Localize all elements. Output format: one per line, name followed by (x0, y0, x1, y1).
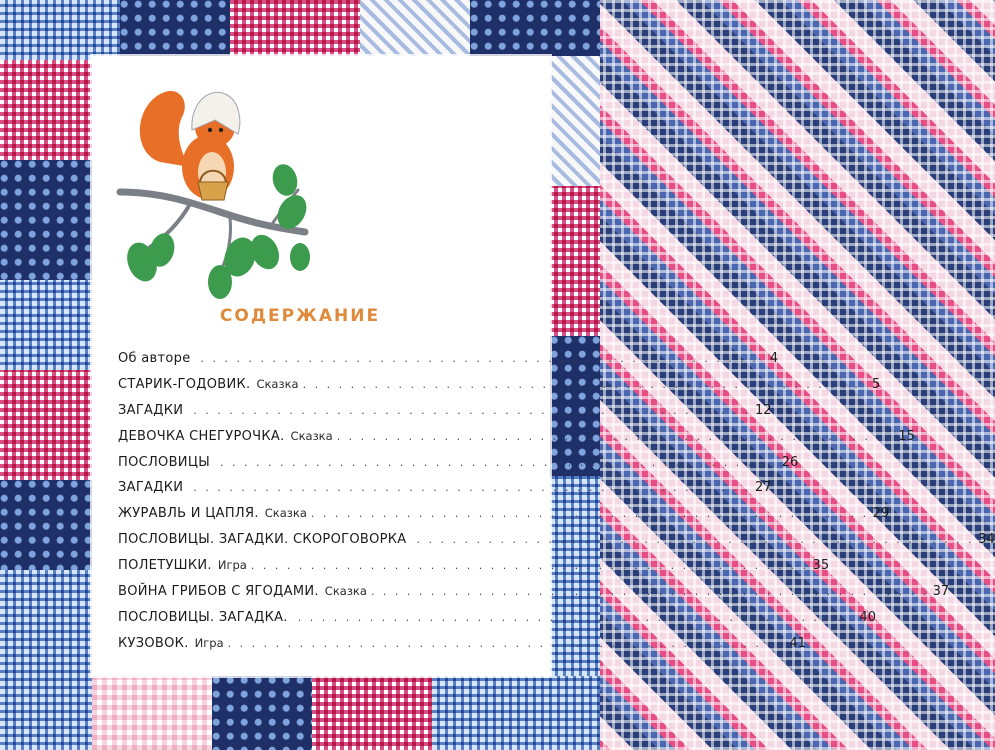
dot-leader: . . . . . . . . . . . . . . . . . . . . . . . . . . . . . . . . . . . . . . . . . . . . . . . (220, 455, 778, 469)
dot-leader: . . . . . . . . . . . . . . . . . . . . . . . . . . . . . . . . . . . . . . . . . . . . . . . (336, 429, 895, 443)
toc-entry-title: КУЗОВОК. (118, 635, 189, 651)
toc-entry-title: ПОСЛОВИЦЫ. ЗАГАДКИ. СКОРОГОВОРКА (118, 532, 407, 548)
toc-entry-page: 15 (898, 428, 915, 444)
toc-entry-page: 12 (754, 402, 772, 418)
toc-entry[interactable] (118, 579, 950, 605)
toc-entry-genre: Сказка (256, 376, 299, 391)
toc-entry[interactable] (118, 450, 799, 476)
dot-leader: . . . . . . . . . . . . . . . . . . . . . . . . . . . . . . . . . . . . . . . . . . . . . . . (310, 507, 869, 521)
toc-entry-title: ДЕВОЧКА СНЕГУРОЧКА. (118, 428, 285, 444)
dot-leader: . . . . . . . . . . . . . . . . . . . . . . . . . . . . . . . . . . . . . . . . . . . . . . . (193, 481, 751, 495)
table-of-contents (118, 346, 995, 657)
quilt-patch (120, 0, 230, 56)
toc-entry-page: 34 (978, 532, 995, 548)
quilt-patch (230, 0, 360, 56)
toc-entry-page: 26 (781, 454, 799, 470)
toc-entry-page: 37 (932, 584, 950, 600)
toc-entry[interactable] (118, 605, 876, 631)
toc-entry-genre: Игра (217, 558, 247, 573)
toc-entry-page: 35 (812, 558, 830, 574)
quilt-patch (0, 570, 92, 750)
toc-entry-page: 40 (859, 609, 876, 625)
toc-entry-genre: Сказка (290, 428, 333, 443)
toc-heading: СОДЕРЖАНИЕ (219, 306, 381, 326)
toc-entry-page: 41 (789, 635, 806, 651)
quilt-patch (92, 676, 212, 750)
quilt-patch (360, 0, 470, 56)
quilt-patch (432, 676, 600, 750)
toc-entry[interactable] (118, 527, 995, 553)
toc-entry-page: 5 (872, 376, 881, 392)
toc-entry-title: ВОЙНА ГРИБОВ С ЯГОДАМИ. (118, 584, 319, 600)
dot-leader: . . . . . . . . . . . . . . . . . . . . . . . . . . . . . . . . . . . . . . . . . . . . . . . (250, 559, 809, 573)
toc-entry[interactable] (118, 398, 772, 424)
quilt-patch (212, 676, 312, 750)
toc-entry-title: ЗАГАДКИ (118, 480, 184, 496)
toc-entry-genre: Игра (194, 635, 224, 650)
toc-entry-page: 29 (872, 506, 890, 522)
toc-entry-title: ЗАГАДКИ (118, 402, 184, 418)
quilt-patch (0, 60, 92, 160)
dot-leader: . . . . . . . . . . . . . . . . . . . . . . . . . . . . . . . . . . . . . . . . . . . . . . . (370, 585, 929, 599)
toc-entry[interactable] (118, 372, 881, 398)
quilt-patch (0, 0, 120, 60)
toc-entry-title: ПОСЛОВИЦЫ (118, 454, 210, 470)
toc-entry[interactable] (118, 501, 890, 527)
quilt-patch (470, 0, 600, 56)
dot-leader: . . . . . . . . . . . . . . . . . . . . . . . . . . . . . . . . . . . . . . . . . . . . . . . (193, 403, 751, 417)
toc-entry-page: 4 (769, 351, 779, 366)
dot-leader: . . . . . . . . . . . . . . . . . . . . . . . . . . . . . . . . . . . . . . . . . . . . . . . (200, 352, 759, 365)
toc-entry-title: ПОСЛОВИЦЫ. ЗАГАДКА. (118, 609, 288, 625)
toc-entry[interactable] (118, 475, 772, 501)
quilt-patch (0, 370, 92, 480)
quilt-patch (312, 676, 432, 750)
quilt-patch (0, 160, 92, 280)
toc-entry-genre: Сказка (324, 584, 367, 599)
quilt-patch (0, 480, 92, 570)
toc-entry[interactable] (118, 346, 779, 372)
toc-entry-page: 27 (754, 480, 772, 496)
dot-leader: . . . . . . . . . . . . . . . . . . . . . . . . . . . . . . . . . . . . . . . . . . . . . . . (227, 636, 786, 650)
toc-entry-title: ЖУРАВЛЬ И ЦАПЛЯ. (118, 506, 259, 522)
toc-entry-title: ПОЛЕТУШКИ. (118, 558, 212, 574)
toc-entry-title: Об авторе (118, 351, 191, 366)
dot-leader: . . . . . . . . . . . . . . . . . . . . . . . . . . . . . . . . . . . . . . . . . . . . . . . (302, 377, 861, 391)
dot-leader: . . . . . . . . . . . . . . . . . . . . . . . . . . . . . . . . . . . . . . . . . . . . . . . (416, 533, 975, 547)
toc-entry[interactable] (118, 631, 806, 657)
toc-entry[interactable] (118, 424, 915, 450)
toc-entry[interactable] (118, 553, 830, 579)
dot-leader: . . . . . . . . . . . . . . . . . . . . . . . . . . . . . . . . . . . . . . . . . . . . . . . (297, 610, 856, 624)
squirrel-illustration (120, 72, 310, 302)
quilt-patch (550, 56, 600, 186)
toc-entry-genre: Сказка (264, 506, 307, 521)
toc-entry-title: СТАРИК-ГОДОВИК. (118, 376, 251, 392)
